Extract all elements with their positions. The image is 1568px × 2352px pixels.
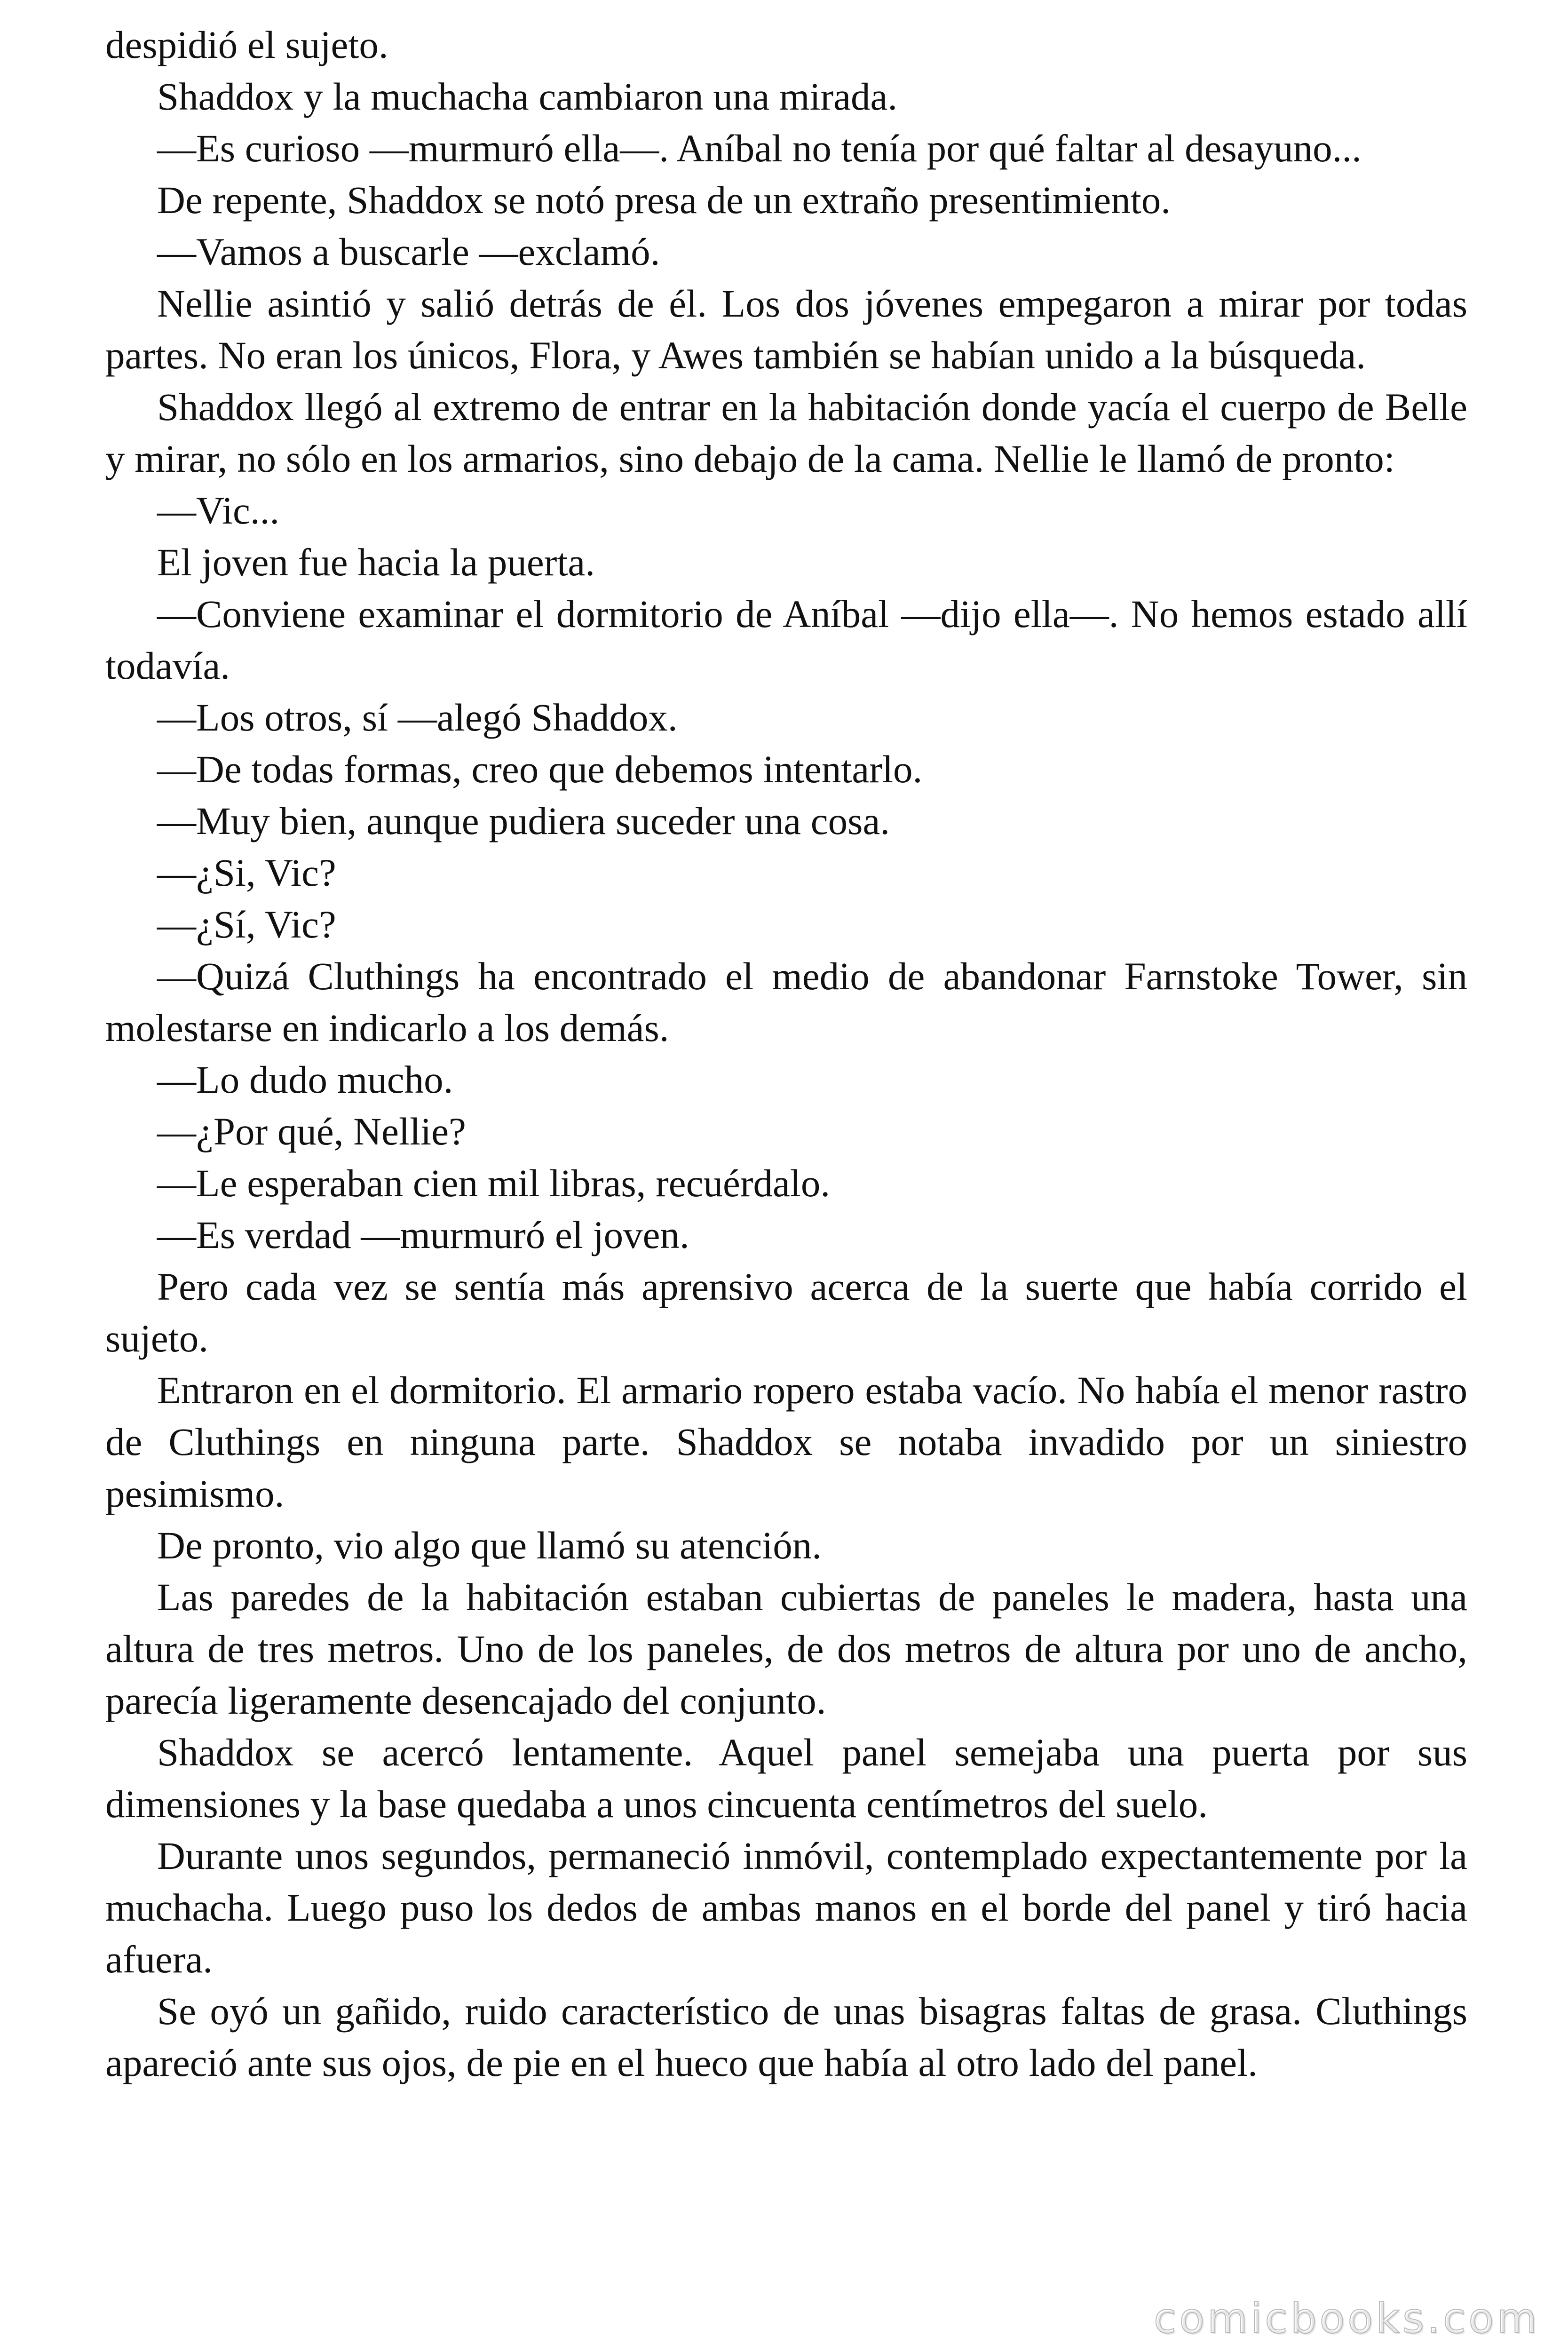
paragraph: —Es verdad —murmuró el joven. xyxy=(157,1213,689,1256)
watermark: comicbooks.com xyxy=(1153,2294,1540,2343)
paragraph: Se oyó un gañido, ruido característico de unas bisagras faltas de grasa. Cluthings apareció ante sus ojos, de pie en el hueco que había al otro lado del panel. xyxy=(105,1989,1467,2084)
paragraph: Entraron en el dormitorio. El armario ropero estaba vacío. No había el menor rastro de Cluthings en ninguna parte. Shaddox se notaba invadido por un siniestro pesimismo. xyxy=(105,1368,1467,1515)
book-page xyxy=(105,19,1467,2089)
paragraph: —¿Por qué, Nellie? xyxy=(157,1110,466,1153)
paragraph: —Quizá Cluthings ha encontrado el medio de abandonar Farnstoke Tower, sin molestarse en indicarlo a los demás. xyxy=(105,954,1467,1049)
paragraph: De pronto, vio algo que llamó su atención. xyxy=(157,1524,822,1567)
paragraph: Nellie asintió y salió detrás de él. Los dos jóvenes empegaron a mirar por todas partes. No eran los únicos, Flora, y Awes también se habían unido a la búsqueda. xyxy=(105,282,1467,377)
paragraph: El joven fue hacia la puerta. xyxy=(157,540,595,584)
paragraph: Pero cada vez se sentía más aprensivo acerca de la suerte que había corrido el sujeto. xyxy=(105,1265,1467,1360)
paragraph: —¿Sí, Vic? xyxy=(157,903,336,946)
paragraph: —Vic... xyxy=(157,489,280,532)
paragraph: —Los otros, sí —alegó Shaddox. xyxy=(157,696,678,739)
paragraph: —Vamos a buscarle —exclamó. xyxy=(157,230,660,273)
paragraph: —Le esperaban cien mil libras, recuérdalo. xyxy=(157,1161,831,1205)
paragraph: De repente, Shaddox se notó presa de un extraño presentimiento. xyxy=(157,178,1171,222)
paragraph: —Lo dudo mucho. xyxy=(157,1058,453,1101)
paragraph: —Conviene examinar el dormitorio de Aníbal —dijo ella—. No hemos estado allí todavía. xyxy=(105,592,1467,687)
paragraph: Shaddox llegó al extremo de entrar en la habitación donde yacía el cuerpo de Belle y mirar, no sólo en los armarios, sino debajo de la cama. Nellie le llamó de pronto: xyxy=(105,385,1467,480)
paragraph: despidió el sujeto. xyxy=(105,23,388,66)
paragraph: Shaddox se acercó lentamente. Aquel panel semejaba una puerta por sus dimensiones y la base quedaba a unos cincuenta centímetros del suelo. xyxy=(105,1731,1467,1826)
paragraph: —¿Si, Vic? xyxy=(157,851,336,894)
paragraph: Durante unos segundos, permaneció inmóvil, contemplado expectantemente por la muchacha. Luego puso los dedos de ambas manos en el borde del panel y tiró hacia afuera. xyxy=(105,1834,1467,1981)
paragraph: Las paredes de la habitación estaban cubiertas de paneles le madera, hasta una altura de tres metros. Uno de los paneles, de dos metros de altura por uno de ancho, parecía ligeramente desencajado del conjunto. xyxy=(105,1575,1467,1722)
paragraph: —Muy bien, aunque pudiera suceder una cosa. xyxy=(157,799,890,842)
paragraph: Shaddox y la muchacha cambiaron una mirada. xyxy=(157,75,898,118)
paragraph: —Es curioso —murmuró ella—. Aníbal no tenía por qué faltar al desayuno... xyxy=(157,127,1362,170)
paragraph: —De todas formas, creo que debemos intentarlo. xyxy=(157,747,923,791)
